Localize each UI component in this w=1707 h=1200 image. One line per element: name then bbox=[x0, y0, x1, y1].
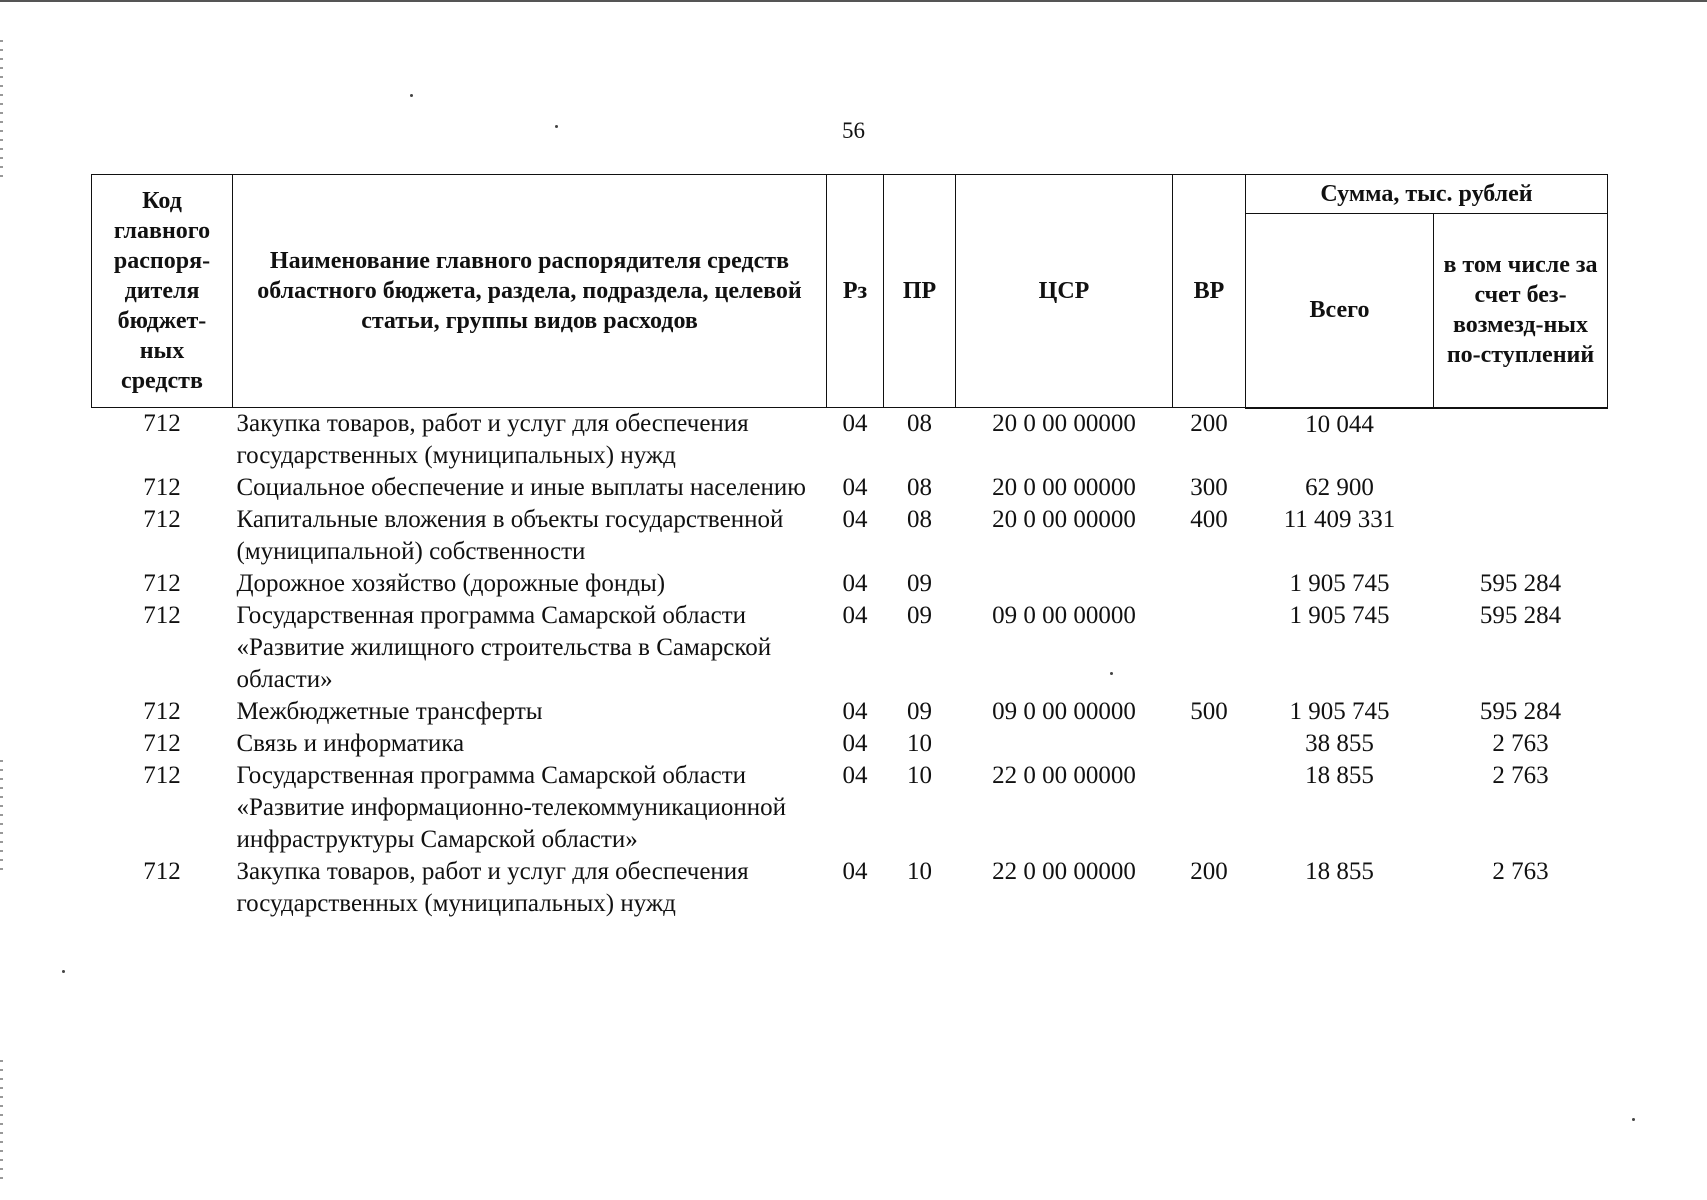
header-csr: ЦСР bbox=[956, 175, 1173, 408]
cell-free: 2 763 bbox=[1492, 730, 1549, 757]
header-rz: Рз bbox=[827, 175, 884, 408]
header-name: Наименование главного распорядителя средств областного бюджета, раздела, подраздела, целевой статьи, группы видов расходов bbox=[233, 175, 827, 408]
cell-vr: 500 bbox=[1190, 698, 1228, 725]
cell-rz: 04 bbox=[842, 506, 868, 533]
table-row bbox=[92, 568, 1608, 600]
cell-total: 1 905 745 bbox=[1289, 570, 1390, 597]
cell-free: 595 284 bbox=[1479, 570, 1562, 597]
cell-csr: 22 0 00 00000 bbox=[992, 762, 1136, 789]
cell-free: 2 763 bbox=[1492, 762, 1549, 789]
header-sum: Сумма, тыс. рублей bbox=[1246, 175, 1608, 214]
cell-csr bbox=[956, 568, 1173, 600]
cell-name: Государственная программа Самарской области «Развитие жилищного строительства в Самарской области» bbox=[236, 602, 772, 693]
cell-pr: 10 bbox=[907, 730, 932, 757]
table-row bbox=[92, 856, 1608, 920]
cell-name: Капитальные вложения в объекты государственной (муниципальной) собственности bbox=[236, 506, 784, 565]
cell-pr: 08 bbox=[907, 410, 932, 437]
cell-csr: 22 0 00 00000 bbox=[992, 858, 1136, 885]
cell-code: 712 bbox=[143, 602, 181, 629]
cell-free bbox=[1434, 504, 1608, 568]
header-free: в том числе за счет без-возмезд-ных по-ступлений bbox=[1434, 214, 1608, 408]
cell-vr: 200 bbox=[1190, 858, 1228, 885]
cell-code: 712 bbox=[143, 858, 181, 885]
scan-edge-noise bbox=[0, 760, 3, 870]
cell-vr: 300 bbox=[1190, 474, 1228, 501]
cell-total: 38 855 bbox=[1305, 730, 1374, 757]
cell-total: 11 409 331 bbox=[1283, 506, 1396, 533]
cell-name: Дорожное хозяйство (дорожные фонды) bbox=[236, 570, 666, 597]
cell-pr: 10 bbox=[907, 762, 932, 789]
cell-pr: 09 bbox=[907, 570, 932, 597]
cell-rz: 04 bbox=[842, 602, 868, 629]
cell-code: 712 bbox=[143, 474, 181, 501]
scan-speck bbox=[62, 970, 65, 973]
scan-top-edge bbox=[0, 0, 1707, 2]
cell-name: Закупка товаров, работ и услуг для обеспечения государственных (муниципальных) нужд bbox=[236, 858, 749, 917]
cell-code: 712 bbox=[143, 410, 181, 437]
table-body bbox=[92, 408, 1608, 921]
cell-rz: 04 bbox=[842, 858, 868, 885]
cell-name: Закупка товаров, работ и услуг для обеспечения государственных (муниципальных) нужд bbox=[236, 410, 749, 469]
cell-vr bbox=[1173, 760, 1246, 856]
cell-pr: 08 bbox=[907, 506, 932, 533]
page-number: 56 bbox=[842, 118, 865, 143]
scan-speck bbox=[1632, 1118, 1635, 1121]
cell-name: Государственная программа Самарской области «Развитие информационно-телекоммуникационной инфраструктуры Самарской области» bbox=[236, 762, 787, 853]
cell-total: 18 855 bbox=[1305, 762, 1374, 789]
table-row bbox=[92, 760, 1608, 856]
cell-total: 62 900 bbox=[1305, 474, 1374, 501]
header-code: Код главного распоря-дителя бюджет-ных средств bbox=[92, 175, 233, 408]
cell-csr: 20 0 00 00000 bbox=[992, 474, 1136, 501]
cell-pr: 08 bbox=[907, 474, 932, 501]
cell-csr bbox=[956, 728, 1173, 760]
table-row bbox=[92, 504, 1608, 568]
cell-name: Связь и информатика bbox=[236, 730, 465, 757]
cell-total: 1 905 745 bbox=[1289, 602, 1390, 629]
cell-name: Межбюджетные трансферты bbox=[236, 698, 543, 725]
cell-pr: 09 bbox=[907, 698, 932, 725]
cell-rz: 04 bbox=[842, 570, 868, 597]
cell-vr bbox=[1173, 568, 1246, 600]
cell-pr: 09 bbox=[907, 602, 932, 629]
table-row bbox=[92, 408, 1608, 473]
cell-free: 2 763 bbox=[1492, 858, 1549, 885]
cell-rz: 04 bbox=[842, 698, 868, 725]
cell-rz: 04 bbox=[842, 762, 868, 789]
table-row bbox=[92, 472, 1608, 504]
cell-name: Социальное обеспечение и иные выплаты населению bbox=[236, 474, 806, 501]
cell-rz: 04 bbox=[842, 410, 868, 437]
cell-csr: 09 0 00 00000 bbox=[992, 698, 1136, 725]
cell-free bbox=[1434, 408, 1608, 473]
cell-total: 10 044 bbox=[1305, 410, 1374, 438]
cell-csr: 09 0 00 00000 bbox=[992, 602, 1136, 629]
cell-csr: 20 0 00 00000 bbox=[992, 506, 1136, 533]
cell-total: 18 855 bbox=[1305, 858, 1374, 885]
cell-vr: 400 bbox=[1190, 506, 1228, 533]
table-row bbox=[92, 728, 1608, 760]
cell-free: 595 284 bbox=[1479, 602, 1562, 629]
cell-rz: 04 bbox=[842, 730, 868, 757]
cell-rz: 04 bbox=[842, 474, 868, 501]
cell-code: 712 bbox=[143, 698, 181, 725]
cell-pr: 10 bbox=[907, 858, 932, 885]
cell-code: 712 bbox=[143, 762, 181, 789]
header-total: Всего bbox=[1246, 214, 1434, 408]
header-vr: ВР bbox=[1173, 175, 1246, 408]
table-row bbox=[92, 696, 1608, 728]
cell-code: 712 bbox=[143, 506, 181, 533]
cell-vr bbox=[1173, 728, 1246, 760]
table-row bbox=[92, 600, 1608, 696]
cell-vr: 200 bbox=[1190, 410, 1228, 437]
cell-total: 1 905 745 bbox=[1289, 698, 1390, 725]
scan-edge-noise bbox=[0, 1060, 3, 1180]
budget-table bbox=[91, 174, 1608, 920]
cell-csr: 20 0 00 00000 bbox=[992, 410, 1136, 437]
header-pr: ПР bbox=[884, 175, 956, 408]
cell-code: 712 bbox=[143, 570, 181, 597]
cell-vr bbox=[1173, 600, 1246, 696]
cell-free bbox=[1434, 472, 1608, 504]
cell-free: 595 284 bbox=[1479, 698, 1562, 725]
scan-edge-noise bbox=[0, 40, 3, 180]
scan-speck bbox=[410, 94, 413, 97]
cell-code: 712 bbox=[143, 730, 181, 757]
